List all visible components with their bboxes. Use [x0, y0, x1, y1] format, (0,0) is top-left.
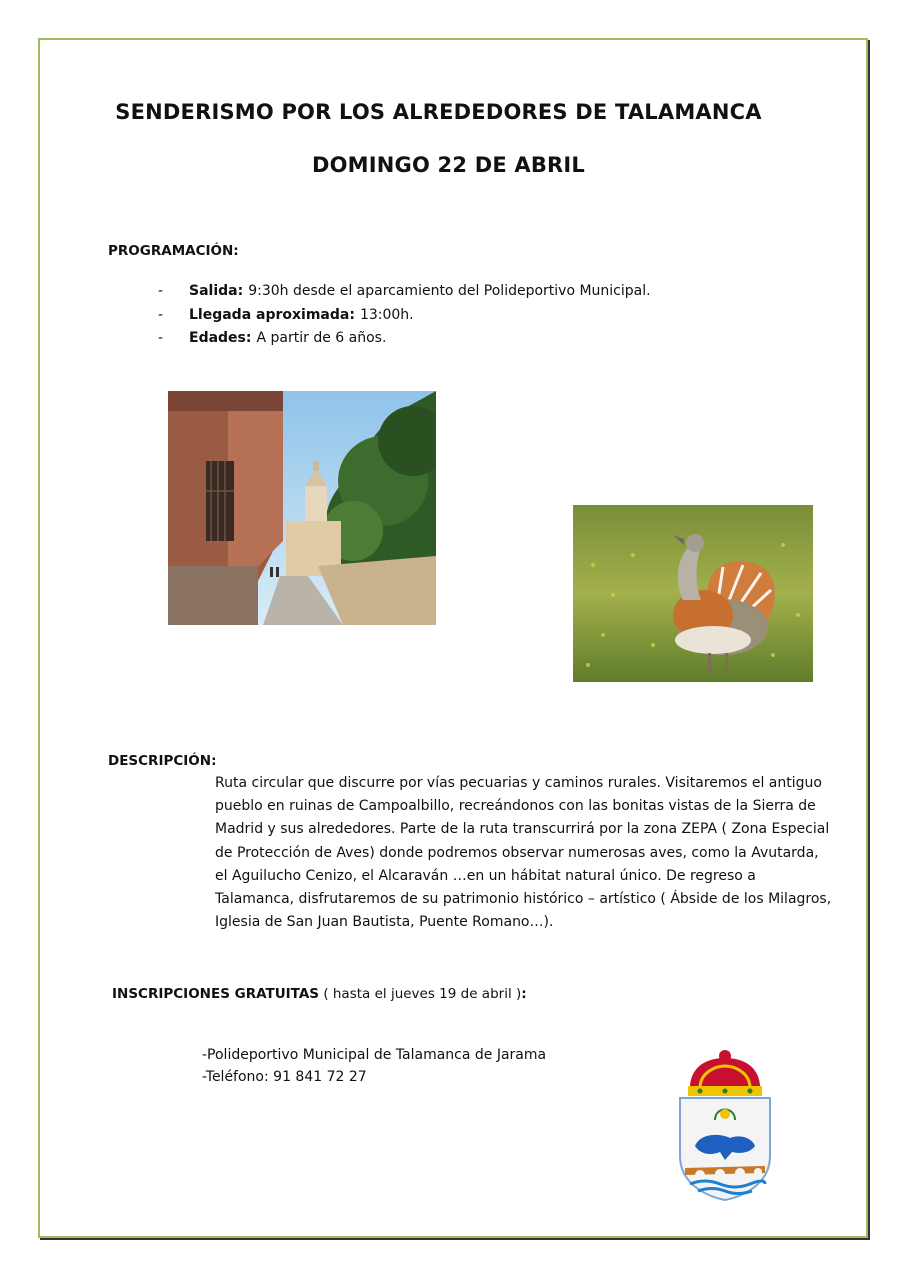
list-item: - Llegada aproximada: 13:00h.	[158, 304, 651, 328]
descripcion-heading: DESCRIPCIÓN:	[108, 753, 217, 769]
item-label: Llegada aproximada:	[189, 306, 355, 323]
item-text: 9:30h desde el aparcamiento del Polideportivo Municipal.	[248, 283, 651, 299]
item-label: Edades:	[189, 330, 252, 346]
inscripciones-note: ( hasta el jueves 19 de abril )	[323, 986, 522, 1002]
coat-of-arms-image	[670, 1038, 780, 1203]
event-date: DOMINGO 22 DE ABRIL	[311, 153, 586, 177]
event-title: SENDERISMO POR LOS ALREDEDORES DE TALAMANCA	[115, 100, 762, 124]
item-label: Salida:	[189, 283, 244, 299]
list-item: - Salida: 9:30h desde el aparcamiento del Polideportivo Municipal.	[158, 280, 651, 304]
programacion-list	[158, 280, 651, 351]
contact-info	[202, 1044, 546, 1088]
item-text: 13:00h.	[359, 306, 414, 323]
street-photo	[168, 391, 436, 625]
contact-phone: -Teléfono: 91 841 72 27	[202, 1069, 367, 1085]
inscripciones-line: INSCRIPCIONES GRATUITAS ( hasta el jueves 19 de abril ):	[112, 986, 527, 1002]
inscripciones-heading: INSCRIPCIONES GRATUITAS	[112, 986, 320, 1002]
list-item: - Edades: A partir de 6 años.	[158, 327, 651, 351]
great-bustard-photo	[573, 505, 813, 682]
descripcion-text: Ruta circular que discurre por vías pecuarias y caminos rurales. Visitaremos el antiguo pueblo en ruinas de Campoalbillo, recreándonos con las bonitas vistas de la Sierra de Madrid y sus alrededores. Parte de la ruta transcurrirá por la zona ZEPA ( Zona Especial de Protección de Aves) donde podremos observar numerosas aves, como la Avutarda, el Aguilucho Cenizo, el Alcaraván …en un hábitat natural único. De regreso a Talamanca, disfrutaremos de su patrimonio histórico – artístico ( Ábside de los Milagros, Iglesia de San Juan Bautista, Puente Romano…).	[215, 775, 832, 931]
contact-venue: -Polideportivo Municipal de Talamanca de Jarama	[202, 1047, 547, 1063]
item-text: A partir de 6 años.	[256, 330, 387, 346]
programacion-heading: PROGRAMACIÓN:	[108, 243, 239, 259]
